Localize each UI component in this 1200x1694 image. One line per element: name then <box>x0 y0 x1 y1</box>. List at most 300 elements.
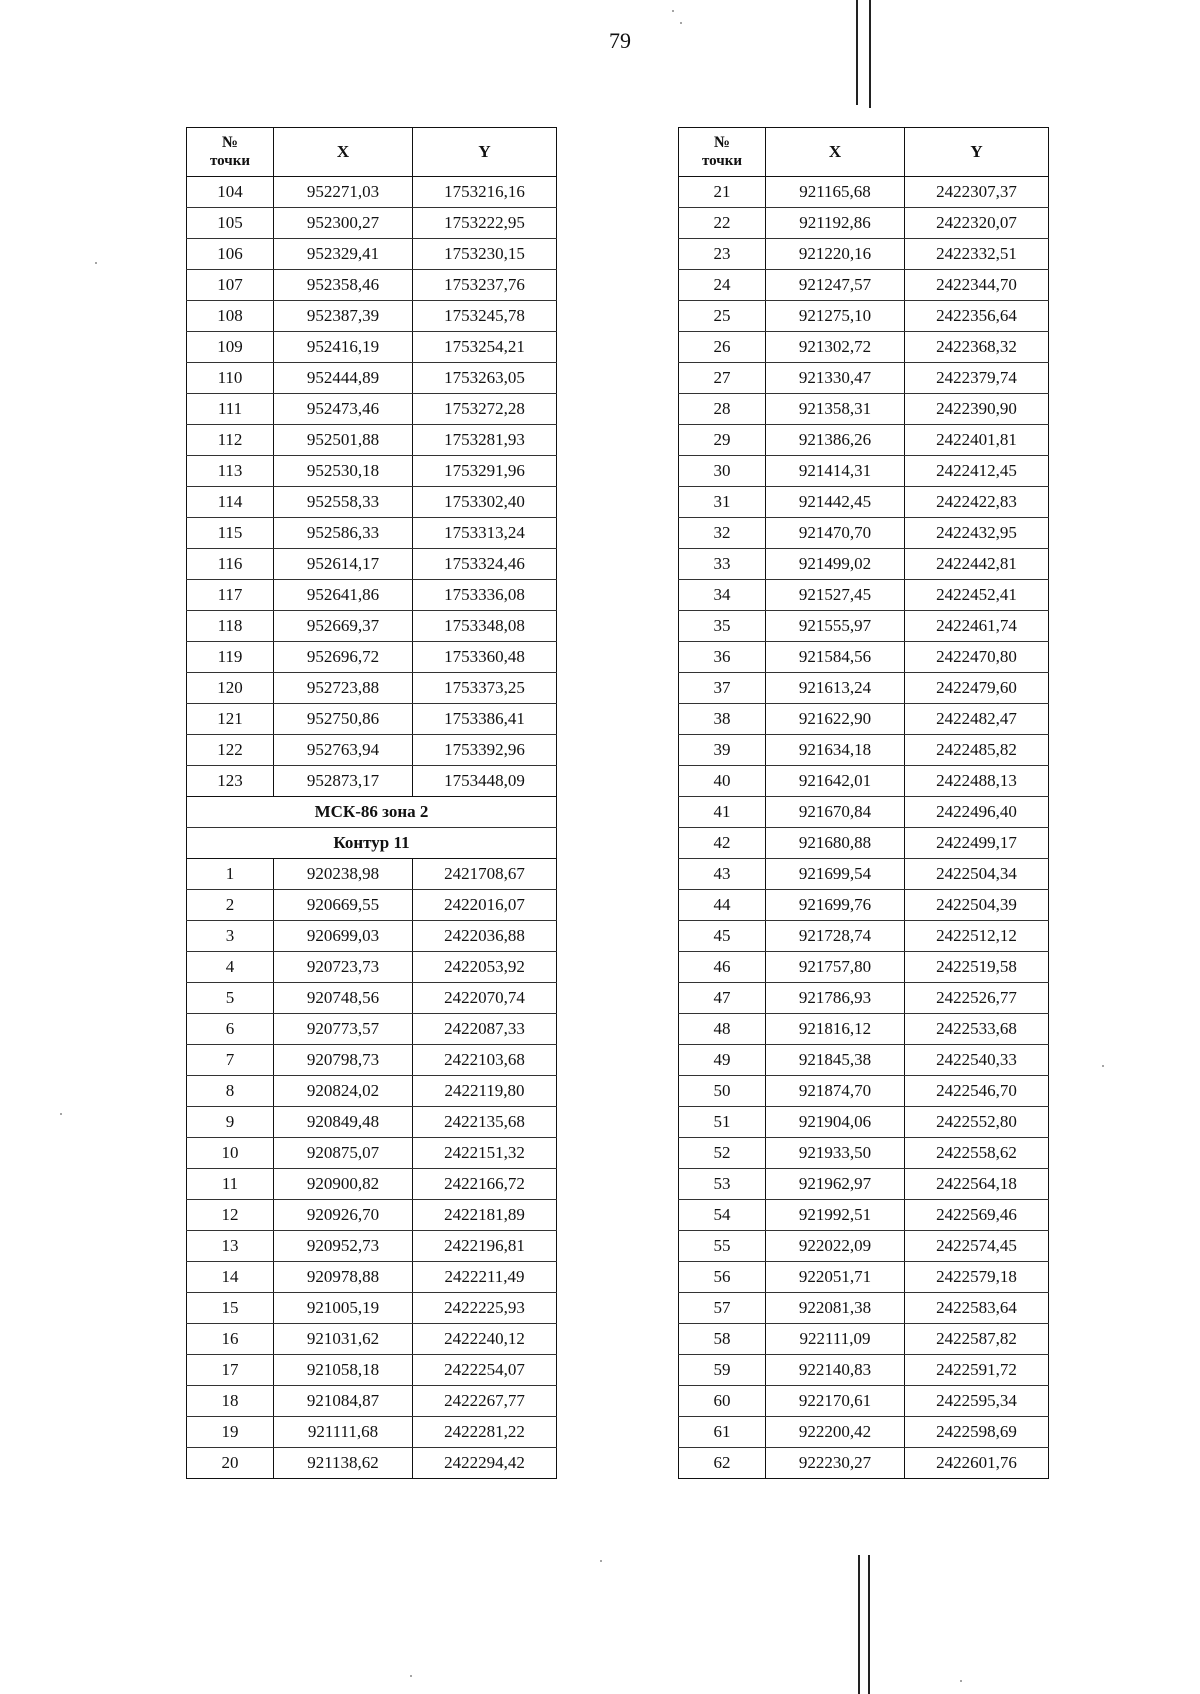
table-row <box>187 766 557 797</box>
section-zone: МСК-86 зона 2 <box>187 797 557 828</box>
x-cell: 952300,27 <box>274 208 413 239</box>
x-cell: 921386,26 <box>766 425 905 456</box>
table-row <box>679 797 1049 828</box>
x-cell: 920699,03 <box>274 921 413 952</box>
y-cell: 2422294,42 <box>413 1448 557 1479</box>
x-cell: 921499,02 <box>766 549 905 580</box>
x-cell: 921962,97 <box>766 1169 905 1200</box>
y-cell: 2422470,80 <box>905 642 1049 673</box>
table-row <box>187 177 557 208</box>
point-number-cell: 20 <box>187 1448 274 1479</box>
x-cell: 921728,74 <box>766 921 905 952</box>
y-cell: 2422587,82 <box>905 1324 1049 1355</box>
point-number-cell: 107 <box>187 270 274 301</box>
y-cell: 1753281,93 <box>413 425 557 456</box>
x-cell: 921442,45 <box>766 487 905 518</box>
table-row <box>679 1076 1049 1107</box>
point-number-cell: 60 <box>679 1386 766 1417</box>
x-cell: 920669,55 <box>274 890 413 921</box>
y-cell: 2422151,32 <box>413 1138 557 1169</box>
point-number-cell: 52 <box>679 1138 766 1169</box>
left-rows-b <box>187 859 557 1479</box>
x-cell: 921757,80 <box>766 952 905 983</box>
point-number-cell: 57 <box>679 1293 766 1324</box>
x-cell: 922140,83 <box>766 1355 905 1386</box>
point-number-cell: 45 <box>679 921 766 952</box>
x-cell: 952723,88 <box>274 673 413 704</box>
coordinates-table-left <box>186 127 557 1479</box>
table-row <box>679 394 1049 425</box>
point-number-cell: 30 <box>679 456 766 487</box>
x-cell: 921138,62 <box>274 1448 413 1479</box>
y-cell: 2422422,83 <box>905 487 1049 518</box>
point-number-cell: 25 <box>679 301 766 332</box>
x-cell: 921470,70 <box>766 518 905 549</box>
number-sign: № <box>713 134 731 151</box>
x-cell: 952763,94 <box>274 735 413 766</box>
x-cell: 922170,61 <box>766 1386 905 1417</box>
x-cell: 921670,84 <box>766 797 905 828</box>
table-row <box>679 1448 1049 1479</box>
x-cell: 922081,38 <box>766 1293 905 1324</box>
point-number-header <box>679 128 766 177</box>
table-row <box>187 580 557 611</box>
point-number-cell: 32 <box>679 518 766 549</box>
scan-speck <box>960 1680 962 1682</box>
table-row <box>679 425 1049 456</box>
point-number-cell: 28 <box>679 394 766 425</box>
point-number-cell: 35 <box>679 611 766 642</box>
x-header: X <box>766 128 905 177</box>
point-number-cell: 53 <box>679 1169 766 1200</box>
point-number-cell: 37 <box>679 673 766 704</box>
y-cell: 2422526,77 <box>905 983 1049 1014</box>
point-number-cell: 114 <box>187 487 274 518</box>
y-cell: 2422368,32 <box>905 332 1049 363</box>
table-row <box>679 301 1049 332</box>
table-row <box>679 1045 1049 1076</box>
x-cell: 920723,73 <box>274 952 413 983</box>
x-cell: 920926,70 <box>274 1200 413 1231</box>
point-number-cell: 58 <box>679 1324 766 1355</box>
point-number-cell: 118 <box>187 611 274 642</box>
point-number-cell: 120 <box>187 673 274 704</box>
y-cell: 2422211,49 <box>413 1262 557 1293</box>
point-number-cell: 119 <box>187 642 274 673</box>
x-cell: 920238,98 <box>274 859 413 890</box>
table-row <box>679 1386 1049 1417</box>
point-number-cell: 5 <box>187 983 274 1014</box>
table-row <box>187 1076 557 1107</box>
y-cell: 2422267,77 <box>413 1386 557 1417</box>
y-cell: 2422332,51 <box>905 239 1049 270</box>
y-cell: 2422482,47 <box>905 704 1049 735</box>
table-row <box>187 952 557 983</box>
table-row <box>187 425 557 456</box>
table-row <box>187 704 557 735</box>
point-number-cell: 113 <box>187 456 274 487</box>
y-cell: 2422552,80 <box>905 1107 1049 1138</box>
x-cell: 921527,45 <box>766 580 905 611</box>
point-number-cell: 105 <box>187 208 274 239</box>
point-number-cell: 46 <box>679 952 766 983</box>
y-cell: 2422390,90 <box>905 394 1049 425</box>
x-cell: 921642,01 <box>766 766 905 797</box>
x-cell: 920900,82 <box>274 1169 413 1200</box>
point-number-cell: 49 <box>679 1045 766 1076</box>
table-row <box>187 549 557 580</box>
table-row <box>679 1417 1049 1448</box>
table-row <box>679 1107 1049 1138</box>
y-header: Y <box>413 128 557 177</box>
table-row <box>187 1014 557 1045</box>
y-cell: 2422546,70 <box>905 1076 1049 1107</box>
y-cell: 1753448,09 <box>413 766 557 797</box>
y-cell: 2422461,74 <box>905 611 1049 642</box>
table-row <box>679 518 1049 549</box>
point-number-cell: 22 <box>679 208 766 239</box>
y-cell: 2422583,64 <box>905 1293 1049 1324</box>
table-row <box>187 611 557 642</box>
x-cell: 952873,17 <box>274 766 413 797</box>
coordinates-table-right <box>678 127 1049 1479</box>
scan-speck <box>600 1560 602 1562</box>
point-number-cell: 21 <box>679 177 766 208</box>
x-cell: 921904,06 <box>766 1107 905 1138</box>
point-number-cell: 116 <box>187 549 274 580</box>
x-cell: 920978,88 <box>274 1262 413 1293</box>
x-cell: 921031,62 <box>274 1324 413 1355</box>
table-row <box>679 1324 1049 1355</box>
y-cell: 1753222,95 <box>413 208 557 239</box>
table-row <box>679 766 1049 797</box>
point-number-cell: 27 <box>679 363 766 394</box>
point-number-cell: 1 <box>187 859 274 890</box>
y-cell: 2422519,58 <box>905 952 1049 983</box>
table-row <box>679 952 1049 983</box>
section-contour: Контур 11 <box>187 828 557 859</box>
table-row <box>679 1169 1049 1200</box>
point-number-cell: 24 <box>679 270 766 301</box>
x-cell: 952558,33 <box>274 487 413 518</box>
binding-line <box>858 1555 860 1694</box>
y-cell: 2422452,41 <box>905 580 1049 611</box>
x-cell: 920952,73 <box>274 1231 413 1262</box>
table-row <box>679 642 1049 673</box>
point-number-cell: 8 <box>187 1076 274 1107</box>
x-cell: 922022,09 <box>766 1231 905 1262</box>
point-number-cell: 15 <box>187 1293 274 1324</box>
y-cell: 1753386,41 <box>413 704 557 735</box>
table-row <box>679 270 1049 301</box>
y-cell: 1753245,78 <box>413 301 557 332</box>
x-cell: 921247,57 <box>766 270 905 301</box>
y-cell: 1753373,25 <box>413 673 557 704</box>
point-number-cell: 38 <box>679 704 766 735</box>
table-row <box>187 518 557 549</box>
y-cell: 2422601,76 <box>905 1448 1049 1479</box>
table-row <box>679 611 1049 642</box>
x-cell: 921680,88 <box>766 828 905 859</box>
y-cell: 1753324,46 <box>413 549 557 580</box>
x-cell: 921192,86 <box>766 208 905 239</box>
x-cell: 920875,07 <box>274 1138 413 1169</box>
y-cell: 2422591,72 <box>905 1355 1049 1386</box>
table-row <box>187 394 557 425</box>
y-cell: 1753313,24 <box>413 518 557 549</box>
section-zone-row <box>187 797 557 828</box>
x-cell: 921613,24 <box>766 673 905 704</box>
point-number-cell: 44 <box>679 890 766 921</box>
point-number-cell: 109 <box>187 332 274 363</box>
table-row <box>679 208 1049 239</box>
x-cell: 952586,33 <box>274 518 413 549</box>
table-row <box>679 983 1049 1014</box>
y-cell: 2422070,74 <box>413 983 557 1014</box>
table-row <box>187 301 557 332</box>
binding-line <box>856 0 858 105</box>
table-row <box>187 208 557 239</box>
point-number-cell: 43 <box>679 859 766 890</box>
right-rows <box>679 177 1049 1479</box>
table-row <box>187 332 557 363</box>
point-number-cell: 106 <box>187 239 274 270</box>
x-cell: 952696,72 <box>274 642 413 673</box>
x-cell: 952501,88 <box>274 425 413 456</box>
x-cell: 952271,03 <box>274 177 413 208</box>
y-cell: 2422496,40 <box>905 797 1049 828</box>
y-cell: 2422119,80 <box>413 1076 557 1107</box>
x-cell: 921699,54 <box>766 859 905 890</box>
y-cell: 2422442,81 <box>905 549 1049 580</box>
y-cell: 2422320,07 <box>905 208 1049 239</box>
scan-speck <box>410 1675 412 1677</box>
table-row <box>679 332 1049 363</box>
table-row <box>679 735 1049 766</box>
point-number-cell: 104 <box>187 177 274 208</box>
table-row <box>187 859 557 890</box>
y-cell: 2422379,74 <box>905 363 1049 394</box>
x-cell: 921634,18 <box>766 735 905 766</box>
x-cell: 952750,86 <box>274 704 413 735</box>
table-row <box>187 1200 557 1231</box>
y-cell: 2422181,89 <box>413 1200 557 1231</box>
x-cell: 921330,47 <box>766 363 905 394</box>
table-row <box>187 363 557 394</box>
table-row <box>679 456 1049 487</box>
point-number-cell: 14 <box>187 1262 274 1293</box>
point-number-cell: 121 <box>187 704 274 735</box>
y-cell: 2422499,17 <box>905 828 1049 859</box>
x-cell: 921933,50 <box>766 1138 905 1169</box>
y-cell: 2422412,45 <box>905 456 1049 487</box>
y-cell: 1753230,15 <box>413 239 557 270</box>
table-row <box>679 890 1049 921</box>
y-cell: 2422016,07 <box>413 890 557 921</box>
point-number-cell: 59 <box>679 1355 766 1386</box>
y-cell: 1753348,08 <box>413 611 557 642</box>
point-number-cell: 19 <box>187 1417 274 1448</box>
x-cell: 921084,87 <box>274 1386 413 1417</box>
point-number-cell: 29 <box>679 425 766 456</box>
x-cell: 921358,31 <box>766 394 905 425</box>
point-number-cell: 17 <box>187 1355 274 1386</box>
y-cell: 2422036,88 <box>413 921 557 952</box>
table-row <box>679 549 1049 580</box>
table-row <box>187 642 557 673</box>
table-row <box>187 673 557 704</box>
table-row <box>679 704 1049 735</box>
y-cell: 1753392,96 <box>413 735 557 766</box>
y-cell: 1753302,40 <box>413 487 557 518</box>
y-cell: 2422053,92 <box>413 952 557 983</box>
y-cell: 1753291,96 <box>413 456 557 487</box>
point-number-cell: 51 <box>679 1107 766 1138</box>
table-row <box>187 735 557 766</box>
point-number-cell: 16 <box>187 1324 274 1355</box>
table-row <box>187 1324 557 1355</box>
y-cell: 2422479,60 <box>905 673 1049 704</box>
y-cell: 1753336,08 <box>413 580 557 611</box>
x-cell: 952444,89 <box>274 363 413 394</box>
point-number-cell: 48 <box>679 1014 766 1045</box>
table-row <box>187 921 557 952</box>
table-row <box>679 239 1049 270</box>
table-row <box>187 1045 557 1076</box>
x-cell: 952641,86 <box>274 580 413 611</box>
table-header-row <box>679 128 1049 177</box>
point-number-cell: 3 <box>187 921 274 952</box>
table-row <box>187 1386 557 1417</box>
table-row <box>679 1231 1049 1262</box>
x-cell: 921874,70 <box>766 1076 905 1107</box>
point-number-cell: 33 <box>679 549 766 580</box>
x-cell: 922230,27 <box>766 1448 905 1479</box>
y-cell: 2422103,68 <box>413 1045 557 1076</box>
y-cell: 2422432,95 <box>905 518 1049 549</box>
point-number-cell: 123 <box>187 766 274 797</box>
y-cell: 1753272,28 <box>413 394 557 425</box>
left-rows-a <box>187 177 557 797</box>
y-cell: 2422240,12 <box>413 1324 557 1355</box>
x-cell: 922111,09 <box>766 1324 905 1355</box>
y-cell: 2422504,34 <box>905 859 1049 890</box>
table-row <box>187 1231 557 1262</box>
point-number-cell: 54 <box>679 1200 766 1231</box>
table-row <box>187 1355 557 1386</box>
table-header-row <box>187 128 557 177</box>
x-cell: 921414,31 <box>766 456 905 487</box>
table-row <box>187 270 557 301</box>
y-cell: 2422401,81 <box>905 425 1049 456</box>
y-cell: 2422569,46 <box>905 1200 1049 1231</box>
table-row <box>187 1169 557 1200</box>
scan-speck <box>680 22 682 24</box>
x-header: X <box>274 128 413 177</box>
point-number-cell: 23 <box>679 239 766 270</box>
x-cell: 922051,71 <box>766 1262 905 1293</box>
x-cell: 921816,12 <box>766 1014 905 1045</box>
point-number-cell: 36 <box>679 642 766 673</box>
y-cell: 2422598,69 <box>905 1417 1049 1448</box>
table-row <box>679 1293 1049 1324</box>
point-number-cell: 26 <box>679 332 766 363</box>
point-label: точки <box>701 153 743 169</box>
x-cell: 921058,18 <box>274 1355 413 1386</box>
y-cell: 2422344,70 <box>905 270 1049 301</box>
scan-speck <box>95 262 97 264</box>
x-cell: 921302,72 <box>766 332 905 363</box>
y-cell: 2422504,39 <box>905 890 1049 921</box>
y-cell: 2422595,34 <box>905 1386 1049 1417</box>
x-cell: 921699,76 <box>766 890 905 921</box>
point-number-cell: 41 <box>679 797 766 828</box>
y-cell: 1753254,21 <box>413 332 557 363</box>
y-cell: 2422087,33 <box>413 1014 557 1045</box>
point-number-cell: 56 <box>679 1262 766 1293</box>
table-row <box>679 859 1049 890</box>
scan-speck <box>60 1113 62 1115</box>
table-row <box>187 1448 557 1479</box>
y-cell: 2422281,22 <box>413 1417 557 1448</box>
y-cell: 2422574,45 <box>905 1231 1049 1262</box>
x-cell: 921165,68 <box>766 177 905 208</box>
table-row <box>679 1262 1049 1293</box>
table-row <box>679 921 1049 952</box>
x-cell: 952614,17 <box>274 549 413 580</box>
point-number-cell: 9 <box>187 1107 274 1138</box>
scan-speck <box>1102 1065 1104 1067</box>
x-cell: 920773,57 <box>274 1014 413 1045</box>
table-row <box>679 580 1049 611</box>
y-cell: 1753263,05 <box>413 363 557 394</box>
table-row <box>679 1014 1049 1045</box>
point-number-header <box>187 128 274 177</box>
x-cell: 921622,90 <box>766 704 905 735</box>
point-number-cell: 11 <box>187 1169 274 1200</box>
x-cell: 921220,16 <box>766 239 905 270</box>
y-cell: 2422166,72 <box>413 1169 557 1200</box>
table-row <box>187 890 557 921</box>
left-section-rows <box>187 797 557 859</box>
table-row <box>679 363 1049 394</box>
x-cell: 921111,68 <box>274 1417 413 1448</box>
y-cell: 1753360,48 <box>413 642 557 673</box>
table-row <box>187 983 557 1014</box>
y-cell: 2422307,37 <box>905 177 1049 208</box>
table-row <box>187 1262 557 1293</box>
x-cell: 921786,93 <box>766 983 905 1014</box>
x-cell: 920824,02 <box>274 1076 413 1107</box>
x-cell: 922200,42 <box>766 1417 905 1448</box>
point-number-cell: 112 <box>187 425 274 456</box>
point-number-cell: 47 <box>679 983 766 1014</box>
y-cell: 1753237,76 <box>413 270 557 301</box>
point-number-cell: 2 <box>187 890 274 921</box>
scan-speck <box>672 10 674 12</box>
table-row <box>187 1107 557 1138</box>
point-number-cell: 7 <box>187 1045 274 1076</box>
table-row <box>187 1417 557 1448</box>
y-cell: 2422196,81 <box>413 1231 557 1262</box>
point-number-cell: 10 <box>187 1138 274 1169</box>
point-number-cell: 40 <box>679 766 766 797</box>
point-number-cell: 111 <box>187 394 274 425</box>
x-cell: 921555,97 <box>766 611 905 642</box>
y-cell: 2422558,62 <box>905 1138 1049 1169</box>
y-cell: 2422135,68 <box>413 1107 557 1138</box>
point-number-cell: 13 <box>187 1231 274 1262</box>
